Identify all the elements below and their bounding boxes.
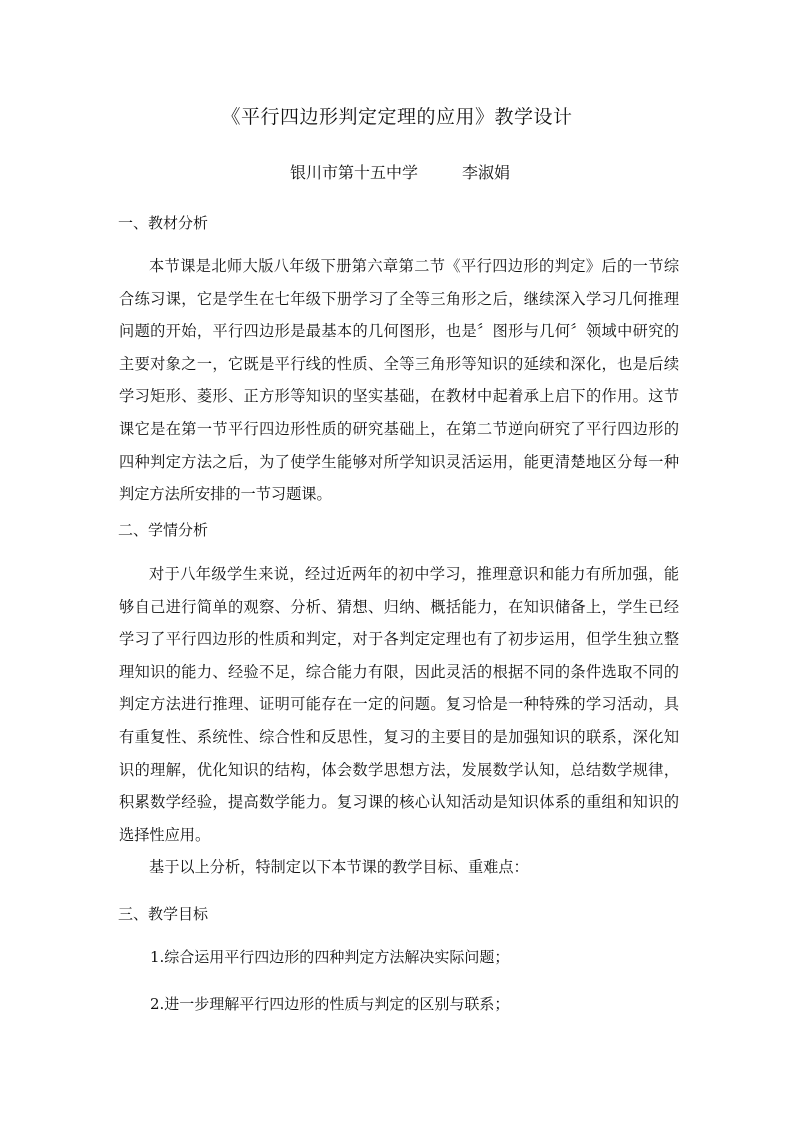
- paragraph-material-analysis: 本节课是北师大版八年级下册第六章第二节《平行四边形的判定》后的一节综合练习课，它是学生在七年级下册学习了全等三角形之后，继续深入学习几何推理问题的开始，平行四边形是最基本的几何图形，也是〞图形与几何〞领域中研究的主要对象之一，它既是平行线的性质、全等三角形等知识的延续和深化，也是后续学习矩形、菱形、正方形等知识的坚实基础，在教材中起着承上启下的作用。这节课它是在第一节平行四边形性质的研究基础上，在第二节逆向研究了平行四边形的四种判定方法之后，为了使学生能够对所学知识灵活运用，能更清楚地区分每一种判定方法所安排的一节习题课。: [119, 257, 679, 504]
- paragraph-student-analysis: 对于八年级学生来说，经过近两年的初中学习，推理意识和能力有所加强，能够自己进行简单的观察、分析、猜想、归纳、概括能力，在知识储备上，学生已经学习了平行四边形的性质和判定，对于各判定定理也有了初步运用，但学生独立整理知识的能力、经验不足，综合能力有限，因此灵活的根据不同的条件选取不同的判定方法进行推理、证明可能存在一定的问题。复习恰是一种特殊的学习活动，具有重复性、系统性、综合性和反思性，复习的主要目的是加强知识的联系，深化知识的理解，优化知识的结构，体会数学思想方法，发展数学认知，总结数学规律，积累数学经验，提高数学能力。复习课的核心认知活动是知识体系的重组和知识的选择性应用。: [119, 565, 679, 844]
- paragraph-summary: 基于以上分析，特制定以下本节课的教学目标、重难点：: [149, 858, 529, 876]
- section-heading-student-analysis: 二、学情分析: [118, 521, 209, 539]
- goal-item-2: 2.进一步理解平行四边形的性质与判定的区别与联系；: [150, 995, 510, 1013]
- author-name: 李淑娟: [462, 163, 511, 182]
- section-heading-teaching-goals: 三、教学目标: [118, 905, 209, 923]
- goal-item-1: 1.综合运用平行四边形的四种判定方法解决实际问题；: [150, 948, 510, 966]
- document-title: 《平行四边形判定定理的应用》教学设计: [221, 106, 573, 128]
- school-name: 银川市第十五中学: [289, 163, 418, 182]
- author-line: [0, 162, 794, 184]
- section-heading-material-analysis: 一、教材分析: [118, 214, 209, 232]
